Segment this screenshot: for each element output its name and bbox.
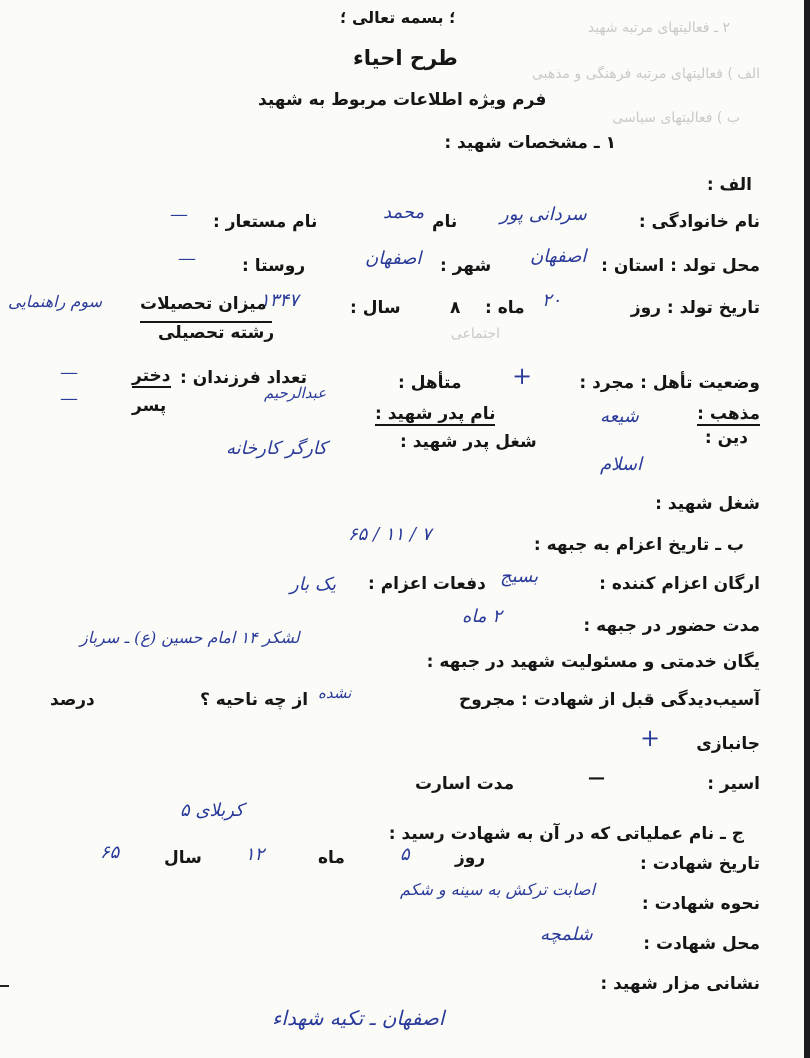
education-value: سوم راهنمایی [8, 292, 103, 311]
faith-label: دین : [704, 428, 748, 448]
city-value: اصفهان [365, 248, 422, 269]
faith-value: اسلام [600, 454, 642, 475]
scan-mark [0, 985, 9, 987]
daughter-label: دختر [132, 366, 171, 386]
unit-label: یگان خدمتی و مسئولیت شهید در جبهه : [426, 652, 760, 672]
pow-value: — [588, 768, 605, 788]
area-label: از چه ناحیه ؟ [200, 690, 309, 710]
bleed-line: ب ) فعالیتهای سیاسی [612, 110, 740, 126]
single-mark: + [512, 362, 533, 390]
place-label: محل شهادت : [643, 934, 760, 954]
form-title: طرح احیاء [353, 46, 458, 70]
bleed-line: الف ) فعالیتهای مرتبه فرهنگی و مذهبی [531, 66, 760, 82]
religion-value: شیعه [600, 406, 639, 427]
martyr-day-label: روز [455, 848, 486, 868]
form-subtitle: فرم ویژه اطلاعات مربوط به شهید [258, 90, 547, 110]
city-label: شهر : [440, 256, 492, 276]
year-label: سال : [350, 298, 401, 318]
invocation: ؛ بسمه تعالی ؛ [340, 8, 456, 27]
place-value: شلمچه [540, 924, 593, 945]
martyr-month-label: ماه [318, 848, 345, 868]
martyr-year-label: سال [164, 848, 202, 868]
religion-label: مذهب : [697, 404, 760, 424]
part-a-label: الف : [706, 175, 752, 195]
count-value: یک بار [290, 574, 337, 595]
org-value: بسیج [500, 566, 539, 587]
pow-label: اسیر : [707, 774, 760, 794]
operation-value: کربلای ۵ [180, 800, 244, 821]
org-label: ارگان اعزام کننده : [599, 574, 760, 594]
scan-edge [804, 0, 810, 1058]
month-label: ماه : [485, 298, 525, 318]
son-label: پسر [132, 396, 167, 416]
grave-label: نشانی مزار شهید : [600, 974, 760, 994]
count-label: دفعات اعزام : [368, 574, 486, 594]
operation-label: ج ـ نام عملیاتی که در آن به شهادت رسید : [388, 824, 744, 844]
daughter-value: — [60, 362, 78, 383]
pow-duration-label: مدت اسارت [415, 774, 515, 794]
bleed-line: ۲ ـ فعالیتهای مرتبه شهید [587, 20, 730, 36]
duration-label: مدت حضور در جبهه : [583, 616, 760, 636]
province-value: اصفهان [530, 246, 587, 267]
manner-value: اصابت ترکش به سینه و شکم [400, 880, 596, 899]
alias-value: — [170, 204, 188, 225]
unit-value: لشکر ۱۴ امام حسین (ع) ـ سرباز [80, 628, 300, 647]
injury-value: نشده [318, 684, 352, 702]
injury-label: آسیب‌دیدگی قبل از شهادت : مجروح [458, 690, 760, 710]
first-name-value: محمد [383, 202, 425, 223]
father-name-value: عبدالرحیم [264, 384, 327, 402]
marital-label: وضعیت تأهل : مجرد : [579, 373, 760, 393]
birthplace-label: محل تولد : استان : [601, 256, 760, 276]
birth-year-value: ۱۳۴۷ [260, 290, 299, 311]
duration-value: ۲ ماه [462, 606, 502, 627]
birth-month-value: ۸ [450, 298, 461, 318]
father-name-label: نام پدر شهید : [375, 404, 496, 424]
martyr-day-value: ۵ [400, 844, 410, 865]
bleed-line: اجتماعی [450, 326, 500, 342]
alias-label: نام مستعار : [213, 212, 318, 232]
village-label: روستا : [242, 256, 306, 276]
martyr-date-label: تاریخ شهادت : [640, 854, 760, 874]
dispatch-date-label: ب ـ تاریخ اعزام به جبهه : [533, 535, 744, 555]
martyr-year-value: ۶۵ [100, 842, 120, 863]
children-label: تعداد فرزندان : [180, 368, 308, 388]
birth-day-value: ۲۰ [542, 290, 562, 311]
veteran-mark: + [640, 724, 661, 752]
grave-value: اصفهان ـ تکیه شهداء [272, 1006, 445, 1030]
village-value: — [178, 248, 196, 269]
dispatch-date-value: ۷ / ۱۱ / ۶۵ [348, 524, 432, 545]
father-job-value: کارگر کارخانه [226, 438, 327, 459]
married-label: متأهل : [398, 373, 462, 393]
birthdate-label: تاریخ تولد : روز [630, 298, 760, 318]
manner-label: نحوه شهادت : [641, 894, 760, 914]
section1-heading: ۱ ـ مشخصات شهید : [444, 133, 616, 153]
veteran-label: جانبازی [696, 734, 760, 754]
education-label: میزان تحصیلات [140, 294, 267, 314]
last-name-value: سردانی پور [500, 204, 587, 225]
son-value: — [60, 388, 78, 409]
martyr-month-value: ۱۲ [245, 844, 265, 865]
father-job-label: شغل پدر شهید : [400, 432, 537, 452]
percent-label: درصد [50, 690, 95, 710]
job-label: شغل شهید : [655, 494, 760, 514]
last-name-label: نام خانوادگی : [638, 212, 760, 232]
field-label: رشته تحصیلی [158, 323, 275, 343]
first-name-label: نام [432, 212, 458, 232]
